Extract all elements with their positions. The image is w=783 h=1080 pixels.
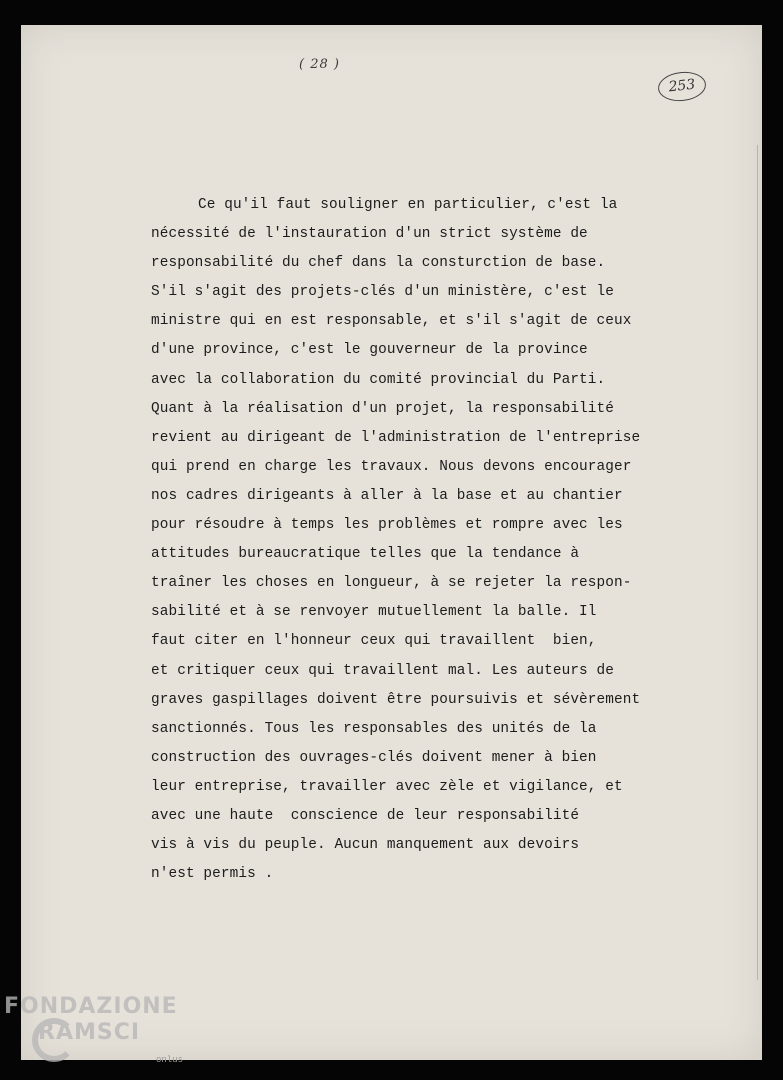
text-line: pour résoudre à temps les problèmes et rompre avec les xyxy=(151,517,623,534)
text-line: construction des ouvrages-clés doivent mener à bien xyxy=(151,749,597,766)
text-line: n'est permis . xyxy=(151,866,274,883)
text-line: leur entreprise, travailler avec zèle et vigilance, et xyxy=(151,778,623,795)
typewritten-paragraph xyxy=(151,191,671,889)
text-line: revient au dirigeant de l'administration de l'entreprise xyxy=(151,429,641,446)
text-line: vis à vis du peuple. Aucun manquement aux devoirs xyxy=(151,837,580,854)
watermark-line-1: FONDAZIONE xyxy=(4,994,178,1019)
text-line: avec la collaboration du comité provincial du Parti. xyxy=(151,371,606,388)
text-line: d'une province, c'est le gouverneur de la province xyxy=(151,342,588,359)
watermark-line-2-text: RAMSCI xyxy=(38,1020,141,1045)
gramsci-g-logo-icon xyxy=(32,1018,76,1062)
text-line: qui prend en charge les travaux. Nous devons encourager xyxy=(151,458,632,475)
text-line: ministre qui en est responsable, et s'il s'agit de ceux xyxy=(151,313,632,330)
watermark-line-2 xyxy=(4,1020,178,1046)
watermark-subtitle: onlus xyxy=(156,1055,184,1065)
text-line: nécessité de l'instauration d'un strict système de xyxy=(151,226,588,243)
text-line: Quant à la réalisation d'un projet, la responsabilité xyxy=(151,400,614,417)
text-line: traîner les choses en longueur, à se rejeter la respon- xyxy=(151,575,632,592)
text-line: avec une haute conscience de leur responsabilité xyxy=(151,807,580,824)
fondazione-gramsci-watermark xyxy=(4,994,178,1046)
text-line: nos cadres dirigeants à aller à la base et au chantier xyxy=(151,487,623,504)
text-line: attitudes bureaucratique telles que la tendance à xyxy=(151,546,580,563)
text-line: et critiquer ceux qui travaillent mal. Les auteurs de xyxy=(151,662,614,679)
text-line: responsabilité du chef dans la consturction de base. xyxy=(151,255,606,272)
text-line: Ce qu'il faut souligner en particulier, c'est la xyxy=(198,197,618,213)
page-number-mark: ( 28 ) xyxy=(299,57,340,72)
text-line: S'il s'agit des projets-clés d'un ministère, c'est le xyxy=(151,284,614,301)
document-page xyxy=(21,25,762,1060)
text-line: sanctionnés. Tous les responsables des unités de la xyxy=(151,720,597,737)
text-line: graves gaspillages doivent être poursuivis et sévèrement xyxy=(151,691,641,708)
archive-number-stamp: 253 xyxy=(657,70,708,104)
text-line: faut citer en l'honneur ceux qui travaillent bien, xyxy=(151,633,597,650)
text-line: sabilité et à se renvoyer mutuellement la balle. Il xyxy=(151,604,597,621)
